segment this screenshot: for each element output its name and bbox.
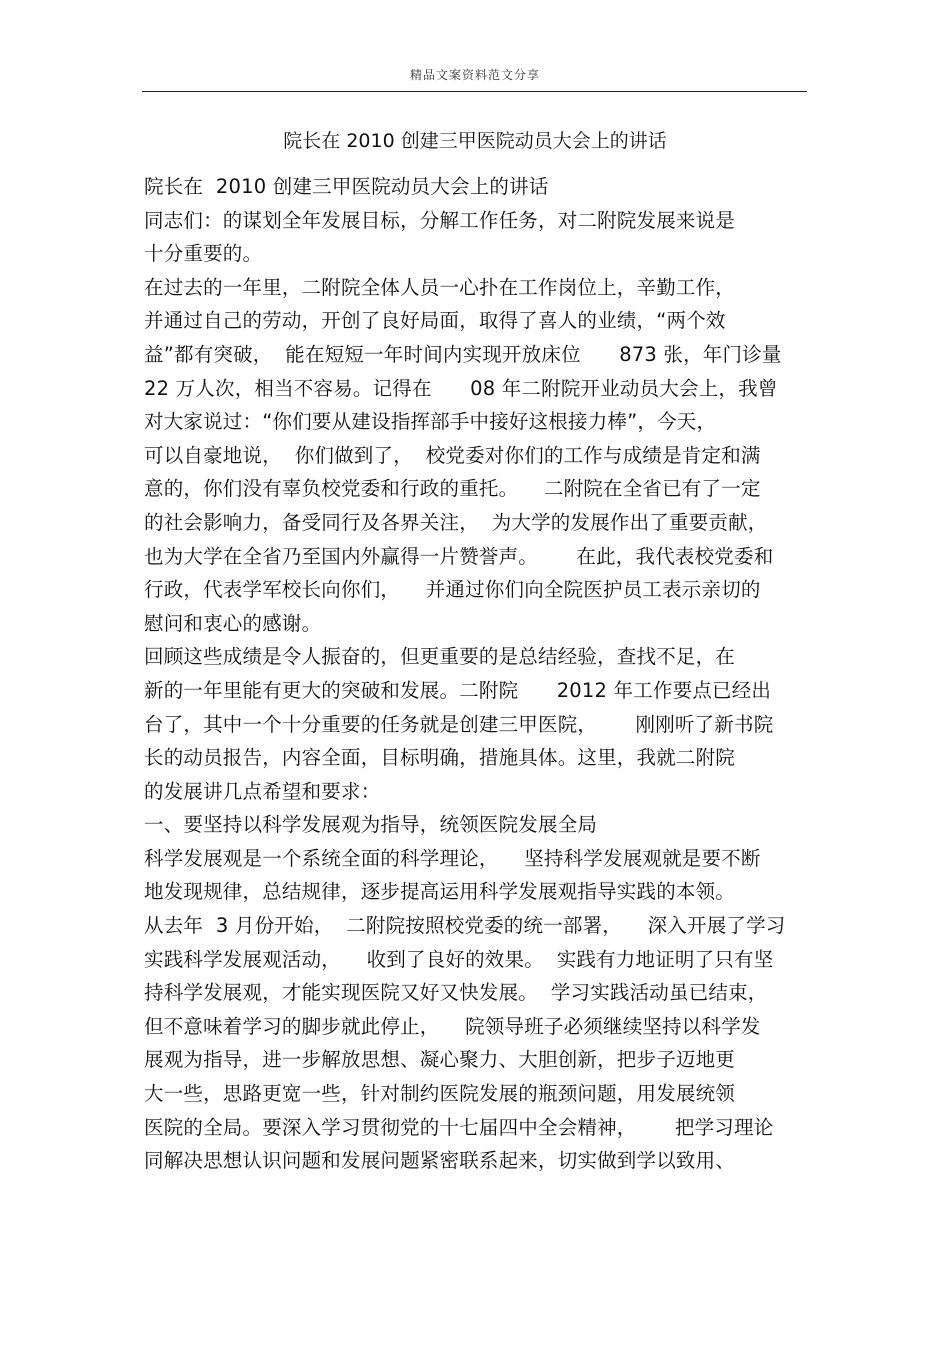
body-text-line: 实践科学发展观活动， 收到了良好的效果。 实践有力地证明了只有坚 [144,947,774,971]
body-text-line: 新的一年里能有更大的突破和发展。二附院 2012 年工作要点已经出 [144,678,772,702]
body-text-line: 对大家说过：“你们要从建设指挥部手中接好这根接力棒”，今天， [144,410,717,434]
header-divider [142,91,807,92]
body-text-line: 一、要坚持以科学发展观为指导，统领医院发展全局 [144,813,598,837]
body-text-line: 益”都有突破， 能在短短一年时间内实现开放床位 873 张，年门诊量 [144,342,782,366]
body-text-line: 的社会影响力，备受同行及各界关注， 为大学的发展作出了重要贡献， [144,510,768,534]
body-text-line: 并通过自己的劳动，开创了良好局面，取得了喜人的业绩，“两个效 [144,309,726,333]
body-text-line: 十分重要的。 [144,242,263,266]
body-text-line: 意的，你们没有辜负校党委和行政的重托。 二附院在全省已有了一定 [144,477,761,501]
body-text-line: 但不意味着学习的脚步就此停止， 院领导班子必须继续坚持以科学发 [144,1014,761,1038]
body-text-line: 行政，代表学军校长向你们， 并通过你们向全院医护员工表示亲切的 [144,578,761,602]
body-text-line: 医院的全局。要深入学习贯彻党的十七届四中全会精神， 把学习理论 [144,1115,774,1139]
body-text-line: 的发展讲几点希望和要求： [144,779,381,803]
body-text-line: 22 万人次，相当不容易。记得在 08 年二附院开业动员大会上，我曾 [144,376,778,400]
body-text-line: 在过去的一年里，二附院全体人员一心扑在工作岗位上，辛勤工作， [144,275,736,299]
body-text-line: 也为大学在全省乃至国内外赢得一片赞誉声。 在此，我代表校党委和 [144,544,774,568]
body-text-line: 展观为指导，进一步解放思想、凝心聚力、大胆创新，把步子迈地更 [144,1048,736,1072]
body-text-line: 同志们：的谋划全年发展目标，分解工作任务，对二附院发展来说是 [144,208,736,232]
document-body [144,174,824,1182]
body-text-line: 地发现规律，总结规律，逐步提高运用科学发展观指导实践的本领。 [144,880,736,904]
body-text-line: 可以自豪地说， 你们做到了， 校党委对你们的工作与成绩是肯定和满 [144,443,761,467]
body-text-line: 从去年 3 月份开始， 二附院按照校党委的统一部署， 深入开展了学习 [144,914,786,938]
body-text-line: 大一些，思路更宽一些，针对制约医院发展的瓶颈问题，用发展统领 [144,1082,736,1106]
body-text-line: 回顾这些成绩是令人振奋的，但更重要的是总结经验，查找不足，在 [144,645,736,669]
body-text-line: 同解决思想认识问题和发展问题紧密联系起来，切实做到学以致用、 [144,1149,736,1173]
body-text-line: 台了，其中一个十分重要的任务就是创建三甲医院， 刚刚听了新书院 [144,712,774,736]
document-title: 院长在 2010 创建三甲医院动员大会上的讲话 [283,130,667,152]
body-text-line: 慰问和衷心的感谢。 [144,611,322,635]
body-text-line: 科学发展观是一个系统全面的科学理论， 坚持科学发展观就是要不断 [144,846,761,870]
body-text-line: 持科学发展观，才能实现医院又好又快发展。 学习实践活动虽已结束， [144,981,768,1005]
page-header: 精品文案资料范文分享 [409,68,540,82]
body-text-line: 院长在 2010 创建三甲医院动员大会上的讲话 [144,175,549,198]
body-text-line: 长的动员报告，内容全面，目标明确，措施具体。这里，我就二附院 [144,746,736,770]
